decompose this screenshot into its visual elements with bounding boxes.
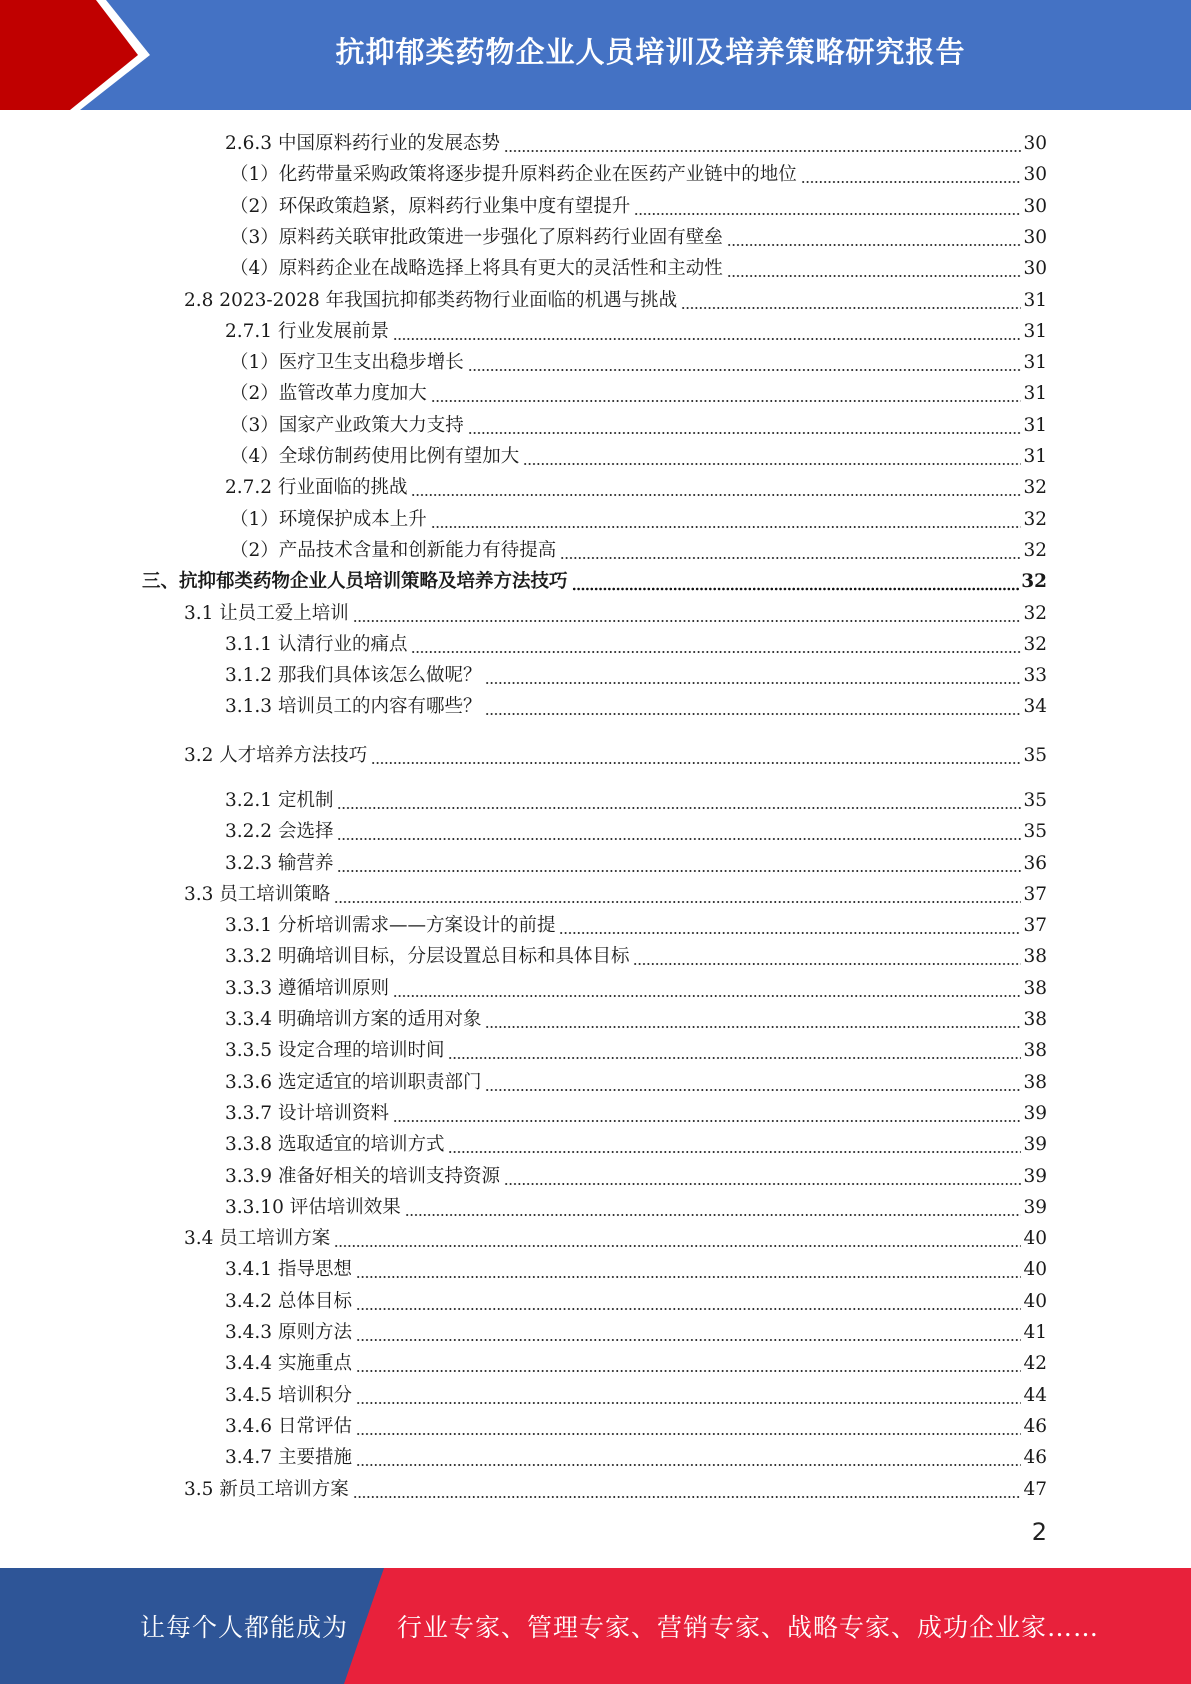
toc-dot-leader — [393, 1101, 1021, 1123]
toc-entry-label: 3.3 员工培训策略 — [184, 884, 331, 905]
toc-dot-leader — [485, 694, 1021, 716]
toc-dot-leader — [485, 663, 1021, 685]
toc-entry[interactable] — [230, 347, 1047, 378]
toc-entry-page: 47 — [1023, 1479, 1047, 1500]
toc-dot-leader — [801, 162, 1022, 184]
toc-entry-label: 3.3.5 设定合理的培训时间 — [225, 1040, 445, 1061]
toc-dot-leader — [337, 819, 1021, 841]
toc-entry-label: 3.4.3 原则方法 — [225, 1322, 352, 1343]
toc-entry-label: 3.4.1 指导思想 — [225, 1259, 352, 1280]
toc-entry-label: 3.2.2 会选择 — [225, 821, 334, 842]
toc-dot-leader — [411, 632, 1021, 654]
red-chevron-icon — [0, 0, 160, 110]
toc-dot-leader — [405, 1195, 1022, 1217]
toc-entry[interactable] — [225, 1286, 1047, 1317]
toc-dot-leader — [448, 1132, 1021, 1154]
toc-entry-label: 3.5 新员工培训方案 — [184, 1479, 349, 1500]
toc-entry-page: 40 — [1023, 1291, 1047, 1312]
toc-entry-label: 3.3.10 评估培训效果 — [225, 1197, 401, 1218]
toc-entry-label: 3.2.3 输营养 — [225, 853, 334, 874]
toc-entry-label: （2）环保政策趋紧，原料药行业集中度有望提升 — [230, 196, 631, 217]
toc-entry[interactable] — [230, 441, 1047, 472]
toc-dot-leader — [356, 1445, 1022, 1467]
toc-entry[interactable] — [230, 222, 1047, 253]
toc-entry-label: （1）医疗卫生支出稳步增长 — [230, 352, 464, 373]
toc-entry-page: 38 — [1023, 978, 1047, 999]
toc-dot-leader — [468, 413, 1022, 435]
toc-entry[interactable] — [225, 1317, 1047, 1348]
toc-entry[interactable] — [225, 660, 1047, 691]
toc-dot-leader — [334, 882, 1021, 904]
toc-entry-page: 36 — [1023, 853, 1047, 874]
toc-dot-leader — [431, 507, 1022, 529]
toc-dot-leader — [681, 288, 1021, 310]
toc-entry-page: 31 — [1023, 352, 1047, 373]
toc-dot-leader — [485, 1007, 1021, 1029]
toc-entry[interactable] — [225, 1254, 1047, 1285]
toc-entry-page: 39 — [1023, 1134, 1047, 1155]
toc-entry[interactable] — [225, 128, 1047, 159]
toc-entry-page: 31 — [1023, 415, 1047, 436]
toc-entry-label: 3.4.5 培训积分 — [225, 1385, 352, 1406]
toc-entry-label: 三、抗抑郁类药物企业人员培训策略及培养方法技巧 — [142, 571, 568, 592]
toc-dot-leader — [337, 851, 1021, 873]
toc-entry[interactable] — [184, 879, 1047, 910]
toc-entry[interactable] — [184, 285, 1047, 316]
toc-entry-label: 3.3.1 分析培训需求——方案设计的前提 — [225, 915, 556, 936]
toc-entry[interactable] — [225, 1380, 1047, 1411]
toc-entry-page: 32 — [1021, 571, 1047, 592]
toc-entry[interactable] — [142, 566, 1047, 597]
toc-dot-leader — [485, 1070, 1021, 1092]
toc-entry-label: 3.4 员工培训方案 — [184, 1228, 331, 1249]
toc-entry[interactable] — [230, 159, 1047, 190]
toc-dot-leader — [468, 350, 1022, 372]
toc-entry-page: 44 — [1023, 1385, 1047, 1406]
page-footer — [0, 1568, 1191, 1684]
toc-entry-page: 37 — [1023, 915, 1047, 936]
toc-entry-label: 2.6.3 中国原料药行业的发展态势 — [225, 133, 500, 154]
toc-entry-page: 31 — [1023, 290, 1047, 311]
toc-entry[interactable] — [225, 1098, 1047, 1129]
toc-entry-page: 40 — [1023, 1259, 1047, 1280]
toc-entry[interactable] — [225, 941, 1047, 972]
toc-dot-leader — [634, 194, 1021, 216]
toc-entry-label: （3）原料药关联审批政策进一步强化了原料药行业固有壁垒 — [230, 227, 723, 248]
toc-entry[interactable] — [225, 1035, 1047, 1066]
toc-dot-leader — [356, 1414, 1022, 1436]
toc-entry-page: 32 — [1023, 540, 1047, 561]
toc-entry[interactable] — [184, 1223, 1047, 1254]
toc-dot-leader — [633, 944, 1021, 966]
toc-dot-leader — [356, 1257, 1022, 1279]
toc-entry-page: 38 — [1023, 1009, 1047, 1030]
toc-entry-page: 30 — [1023, 133, 1047, 154]
toc-entry-page: 30 — [1023, 258, 1047, 279]
toc-entry-label: （2）监管改革力度加大 — [230, 383, 427, 404]
toc-entry-label: （4）全球仿制药使用比例有望加大 — [230, 446, 520, 467]
footer-slogan-left: 让每个人都能成为 — [140, 1613, 349, 1642]
toc-entry-page: 30 — [1023, 227, 1047, 248]
toc-entry-label: 3.2 人才培养方法技巧 — [184, 745, 368, 766]
toc-dot-leader — [337, 788, 1021, 810]
toc-entry[interactable] — [225, 1411, 1047, 1442]
toc-entry[interactable] — [225, 1442, 1047, 1473]
toc-entry-label: （4）原料药企业在战略选择上将具有更大的灵活性和主动性 — [230, 258, 723, 279]
footer-slogan-right: 行业专家、管理专家、营销专家、战略专家、成功企业家…… — [397, 1613, 1100, 1642]
toc-entry[interactable] — [225, 785, 1047, 816]
toc-entry-label: 2.7.2 行业面临的挑战 — [225, 477, 408, 498]
toc-entry[interactable] — [230, 253, 1047, 284]
toc-entry[interactable] — [225, 629, 1047, 660]
toc-entry-page: 39 — [1023, 1166, 1047, 1187]
toc-dot-leader — [353, 601, 1022, 623]
toc-entry[interactable] — [184, 740, 1047, 771]
toc-dot-leader — [572, 569, 1020, 591]
toc-entry[interactable] — [230, 191, 1047, 222]
toc-entry-label: 3.3.6 选定适宜的培训职责部门 — [225, 1072, 482, 1093]
toc-dot-leader — [356, 1320, 1022, 1342]
toc-entry[interactable] — [225, 472, 1047, 503]
toc-entry-label: （1）化药带量采购政策将逐步提升原料药企业在医药产业链中的地位 — [230, 164, 797, 185]
toc-entry-page: 30 — [1023, 196, 1047, 217]
toc-entry-label: 3.3.8 选取适宜的培训方式 — [225, 1134, 445, 1155]
toc-entry-label: 3.1.3 培训员工的内容有哪些？ — [225, 696, 482, 717]
toc-dot-leader — [523, 444, 1021, 466]
page-header — [0, 0, 1191, 110]
toc-entry-label: 3.1.2 那我们具体该怎么做呢？ — [225, 665, 482, 686]
toc-entry-page: 32 — [1023, 509, 1047, 530]
toc-entry-label: 3.3.4 明确培训方案的适用对象 — [225, 1009, 482, 1030]
toc-entry-page: 31 — [1023, 383, 1047, 404]
toc-entry-page: 32 — [1023, 603, 1047, 624]
toc-entry[interactable] — [225, 316, 1047, 347]
toc-dot-leader — [334, 1226, 1021, 1248]
toc-entry[interactable] — [230, 504, 1047, 535]
toc-entry-page: 34 — [1023, 696, 1047, 717]
toc-entry-label: 3.4.4 实施重点 — [225, 1353, 352, 1374]
toc-dot-leader — [356, 1351, 1022, 1373]
toc-entry-page: 39 — [1023, 1197, 1047, 1218]
toc-entry-page: 31 — [1023, 321, 1047, 342]
toc-entry[interactable] — [225, 691, 1047, 722]
toc-entry[interactable] — [184, 1474, 1047, 1505]
toc-entry-label: 2.8 2023-2028 年我国抗抑郁类药物行业面临的机遇与挑战 — [184, 290, 678, 311]
toc-entry-page: 46 — [1023, 1447, 1047, 1468]
toc-entry-page: 37 — [1023, 884, 1047, 905]
toc-entry-label: 3.3.3 遵循培训原则 — [225, 978, 389, 999]
toc-dot-leader — [353, 1477, 1022, 1499]
toc-dot-leader — [411, 475, 1021, 497]
toc-dot-leader — [727, 225, 1022, 247]
toc-entry[interactable] — [225, 1004, 1047, 1035]
toc-entry-page: 42 — [1023, 1353, 1047, 1374]
toc-entry-label: 3.3.7 设计培训资料 — [225, 1103, 389, 1124]
toc-entry-page: 46 — [1023, 1416, 1047, 1437]
toc-entry[interactable] — [225, 1161, 1047, 1192]
toc-entry[interactable] — [225, 816, 1047, 847]
toc-dot-leader — [356, 1383, 1022, 1405]
toc-dot-leader — [393, 976, 1021, 998]
toc-entry-label: 3.3.2 明确培训目标，分层设置总目标和具体目标 — [225, 946, 630, 967]
toc-entry-label: 3.1 让员工爱上培训 — [184, 603, 349, 624]
toc-entry-page: 38 — [1023, 1040, 1047, 1061]
toc-dot-leader — [504, 1164, 1021, 1186]
toc-entry[interactable] — [225, 910, 1047, 941]
toc-entry-page: 40 — [1023, 1228, 1047, 1249]
toc-dot-leader — [559, 913, 1021, 935]
toc-entry[interactable] — [225, 848, 1047, 879]
toc-entry[interactable] — [225, 973, 1047, 1004]
toc-entry-page: 32 — [1023, 477, 1047, 498]
toc-entry-label: 3.2.1 定机制 — [225, 790, 334, 811]
toc-entry-page: 30 — [1023, 164, 1047, 185]
toc-entry[interactable] — [225, 1067, 1047, 1098]
toc-entry-label: （3）国家产业政策大力支持 — [230, 415, 464, 436]
toc-entry-label: 3.3.9 准备好相关的培训支持资源 — [225, 1166, 500, 1187]
toc-entry-page: 33 — [1023, 665, 1047, 686]
toc-entry-page: 38 — [1023, 1072, 1047, 1093]
toc-dot-leader — [727, 256, 1022, 278]
page-number: 2 — [1031, 1518, 1047, 1546]
toc-entry-label: 3.1.1 认清行业的痛点 — [225, 634, 408, 655]
toc-dot-leader — [560, 538, 1021, 560]
toc-entry-label: 3.4.6 日常评估 — [225, 1416, 352, 1437]
toc-entry-page: 31 — [1023, 446, 1047, 467]
toc-entry-page: 41 — [1023, 1322, 1047, 1343]
toc-entry-label: （1）环境保护成本上升 — [230, 509, 427, 530]
toc-entry[interactable] — [225, 1192, 1047, 1223]
toc-entry-label: 2.7.1 行业发展前景 — [225, 321, 389, 342]
toc-entry[interactable] — [225, 1129, 1047, 1160]
toc-entry-page: 35 — [1023, 821, 1047, 842]
toc-entry-page: 35 — [1023, 790, 1047, 811]
toc-entry-page: 38 — [1023, 946, 1047, 967]
toc-dot-leader — [431, 381, 1022, 403]
toc-entry-page: 32 — [1023, 634, 1047, 655]
toc-entry-page: 39 — [1023, 1103, 1047, 1124]
toc-entry-label: 3.4.2 总体目标 — [225, 1291, 352, 1312]
toc-entry-label: （2）产品技术含量和创新能力有待提高 — [230, 540, 557, 561]
toc-dot-leader — [356, 1289, 1022, 1311]
toc-entry[interactable] — [225, 1348, 1047, 1379]
toc-dot-leader — [448, 1038, 1021, 1060]
toc-entry-page: 35 — [1023, 745, 1047, 766]
toc-dot-leader — [393, 319, 1021, 341]
toc-entry[interactable] — [230, 410, 1047, 441]
report-title: 抗抑郁类药物企业人员培训及培养策略研究报告 — [335, 34, 966, 69]
toc-entry[interactable] — [184, 598, 1047, 629]
toc-entry-label: 3.4.7 主要措施 — [225, 1447, 352, 1468]
toc-entry[interactable] — [230, 535, 1047, 566]
toc-dot-leader — [504, 131, 1021, 153]
toc-dot-leader — [371, 743, 1021, 765]
toc-entry[interactable] — [230, 378, 1047, 409]
